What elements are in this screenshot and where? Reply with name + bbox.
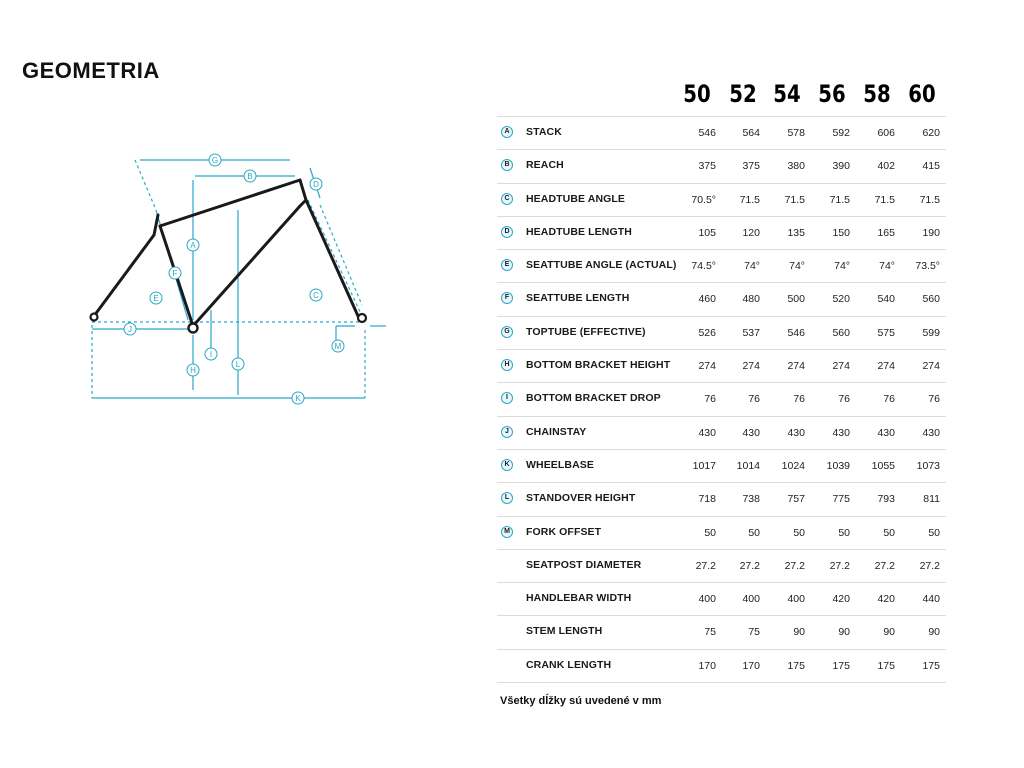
row-label: HEADTUBE ANGLE [526,192,626,205]
table-cell: 540 [877,293,895,306]
table-cell: 90 [928,626,940,639]
table-cell: 73.5° [915,260,940,273]
svg-text:H: H [190,366,196,375]
row-label: FORK OFFSET [526,525,602,538]
table-cell: 71.5 [874,193,895,206]
dimension-badge: E [501,259,513,271]
table-cell: 390 [832,160,850,173]
geometry-diagram [80,140,400,420]
row-label: SEATPOST DIAMETER [526,558,642,571]
table-cell: 400 [742,593,760,606]
table-cell: 811 [923,493,940,506]
table-cell: 27.2 [695,559,716,572]
table-cell: 76 [748,393,760,406]
table-cell: 1055 [871,459,895,472]
table-cell: 738 [742,493,760,506]
svg-text:K: K [295,394,301,403]
table-cell: 50 [883,526,895,539]
table-cell: 400 [698,593,716,606]
size-header: 52 [729,80,757,108]
table-cell: 76 [793,393,805,406]
table-cell: 50 [748,526,760,539]
table-cell: 170 [742,659,760,672]
row-label: STANDOVER HEIGHT [526,492,636,505]
table-row [497,150,946,183]
table-cell: 560 [832,326,850,339]
table-cell: 546 [698,127,716,139]
table-cell: 74° [789,260,805,273]
page-title: GEOMETRIA [22,58,160,83]
row-label: STACK [526,126,562,138]
table-cell: 170 [698,659,716,672]
table-cell: 578 [787,127,805,139]
table-cell: 537 [742,326,760,339]
row-label: SEATTUBE LENGTH [526,292,630,305]
table-cell: 50 [793,526,805,539]
table-cell: 1073 [916,459,940,472]
table-cell: 75 [748,626,760,639]
table-cell: 165 [877,226,895,239]
row-label: CHAINSTAY [526,425,587,438]
size-header: 56 [818,80,846,108]
table-cell: 526 [698,326,716,339]
dimension-badge: M [501,526,513,538]
svg-text:B: B [247,172,253,181]
table-cell: 274 [922,360,940,373]
table-cell: 757 [787,493,805,506]
table-cell: 76 [704,393,716,406]
table-row [497,650,946,683]
dimension-badge: C [501,193,513,205]
table-cell: 71.5 [739,193,760,206]
table-row [497,450,946,483]
dimension-badge: H [501,359,513,371]
table-cell: 564 [742,127,760,139]
table-cell: 718 [698,493,716,506]
svg-text:E: E [153,294,159,303]
dimension-badge: L [501,492,513,504]
table-cell: 402 [877,160,895,173]
table-cell: 50 [838,526,850,539]
table-cell: 430 [832,426,850,439]
dimension-badge: K [501,459,513,471]
table-cell: 27.2 [784,559,805,572]
table-cell: 775 [832,493,850,506]
table-cell: 90 [793,626,805,639]
size-header-row [497,78,946,117]
svg-text:M: M [334,342,342,351]
table-cell: 274 [742,360,760,373]
table-cell: 76 [883,393,895,406]
dimension-badge: D [501,226,513,238]
table-cell: 500 [787,293,805,306]
table-cell: 190 [922,226,940,239]
table-cell: 74.5° [691,260,716,273]
table-cell: 90 [838,626,850,639]
table-cell: 175 [787,659,805,672]
table-cell: 430 [742,426,760,439]
table-cell: 76 [838,393,850,406]
table-cell: 1014 [736,459,760,472]
table-row [497,250,946,283]
table-cell: 546 [787,326,805,339]
table-cell: 71.5 [784,193,805,206]
table-cell: 150 [832,226,850,239]
table-cell: 599 [922,326,940,339]
size-header: 58 [863,80,891,108]
table-cell: 71.5 [829,193,850,206]
table-cell: 460 [698,293,716,306]
table-cell: 74° [744,260,760,273]
svg-text:J: J [128,325,132,334]
table-cell: 75 [704,626,716,639]
table-cell: 620 [922,127,940,139]
geometry-table [497,78,946,683]
row-label: HANDLEBAR WIDTH [526,592,632,605]
table-cell: 27.2 [874,559,895,572]
table-row [497,417,946,450]
svg-text:C: C [313,291,319,300]
table-row [497,317,946,350]
table-row [497,483,946,516]
table-cell: 27.2 [829,559,850,572]
table-cell: 74° [834,260,850,273]
table-cell: 135 [787,226,805,239]
table-cell: 175 [922,659,940,672]
row-label: STEM LENGTH [526,625,603,638]
table-cell: 606 [877,127,895,139]
svg-text:F: F [172,269,178,278]
table-row [497,217,946,250]
table-cell: 76 [928,393,940,406]
table-body [497,117,946,683]
svg-text:I: I [209,350,213,359]
row-label: BOTTOM BRACKET DROP [526,392,661,405]
units-note: Všetky dĺžky sú uvedené v mm [500,695,662,707]
table-row [497,383,946,416]
table-cell: 430 [698,426,716,439]
table-cell: 380 [787,160,805,173]
dimension-badge: G [501,326,513,338]
table-cell: 520 [832,293,850,306]
table-cell: 50 [704,526,716,539]
table-cell: 415 [922,160,940,173]
row-label: BOTTOM BRACKET HEIGHT [526,359,671,372]
table-cell: 420 [877,593,895,606]
dimension-badge: I [501,392,513,404]
dimension-badge: A [501,126,513,138]
table-cell: 420 [832,593,850,606]
svg-text:A: A [190,241,196,250]
row-label: HEADTUBE LENGTH [526,225,632,238]
table-cell: 120 [742,226,760,239]
table-cell: 1017 [692,459,716,472]
dimension-badge: F [501,292,513,304]
table-cell: 27.2 [919,559,940,572]
frame-diagram-svg [80,140,400,420]
table-cell: 430 [787,426,805,439]
table-row [497,350,946,383]
table-cell: 175 [877,659,895,672]
table-cell: 480 [742,293,760,306]
svg-text:D: D [313,180,319,189]
table-cell: 27.2 [739,559,760,572]
rear-axle [91,314,98,321]
table-row [497,283,946,316]
row-label: SEATTUBE ANGLE (ACTUAL) [526,259,677,272]
table-cell: 274 [698,360,716,373]
table-row [497,117,946,150]
bike-frame [94,180,358,326]
table-cell: 440 [922,593,940,606]
table-cell: 560 [922,293,940,306]
dimension-badge: B [501,159,513,171]
table-cell: 274 [877,360,895,373]
table-cell: 430 [922,426,940,439]
table-row [497,517,946,550]
table-row [497,184,946,217]
table-cell: 274 [832,360,850,373]
table-cell: 105 [698,226,716,239]
table-cell: 400 [787,593,805,606]
table-cell: 375 [742,160,760,173]
table-row [497,550,946,583]
table-cell: 70.5° [691,193,716,206]
table-cell: 430 [877,426,895,439]
table-cell: 90 [883,626,895,639]
table-cell: 592 [832,127,850,139]
table-cell: 274 [787,360,805,373]
row-label: TOPTUBE (EFFECTIVE) [526,325,646,338]
row-label: CRANK LENGTH [526,658,612,671]
table-cell: 175 [832,659,850,672]
table-cell: 1024 [781,459,805,472]
svg-text:G: G [211,156,219,165]
table-row [497,583,946,616]
bottom-bracket [189,324,198,333]
dimension-badge: J [501,426,513,438]
row-label: WHEELBASE [526,458,594,471]
front-axle [358,314,366,322]
table-cell: 575 [877,326,895,339]
table-cell: 74° [879,260,895,273]
table-cell: 50 [928,526,940,539]
svg-text:L: L [235,360,241,369]
table-cell: 1039 [826,459,850,472]
row-label: REACH [526,159,564,172]
table-row [497,616,946,649]
size-header: 60 [908,80,936,108]
table-cell: 71.5 [919,193,940,206]
size-header: 50 [683,80,711,108]
table-cell: 793 [877,493,895,506]
table-cell: 375 [698,160,716,173]
size-header: 54 [773,80,801,108]
